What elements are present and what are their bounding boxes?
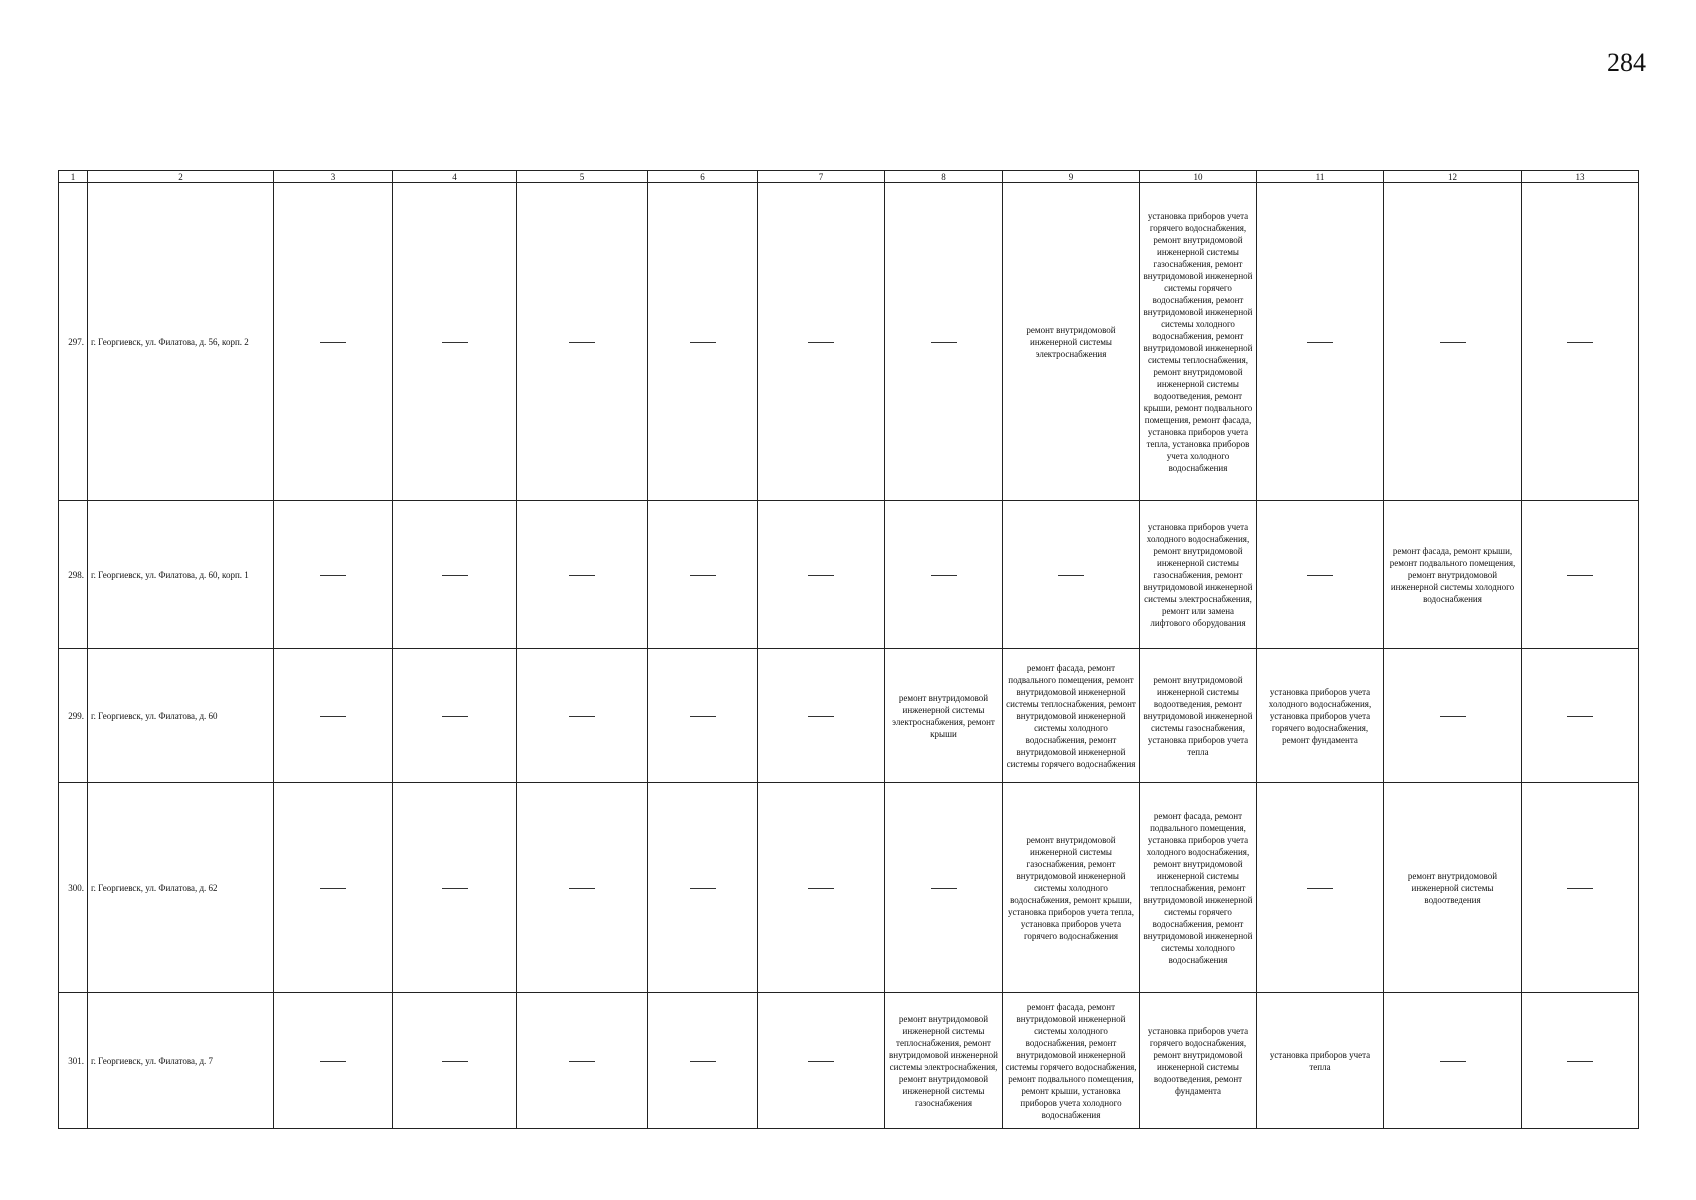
work-cell [393, 649, 517, 783]
work-cell: установка приборов учета горячего водоснабжения, ремонт внутридомовой инженерной системы водоотведения, ремонт фундамента [1140, 993, 1257, 1129]
work-cell [1522, 183, 1639, 501]
column-number: 1 [59, 171, 88, 183]
empty-dash [1307, 575, 1333, 576]
work-cell [1384, 993, 1522, 1129]
work-cell [758, 183, 885, 501]
work-cell [1384, 649, 1522, 783]
work-cell [517, 501, 648, 649]
empty-dash [442, 888, 468, 889]
work-cell: установка приборов учета горячего водоснабжения, ремонт внутридомовой инженерной системы газоснабжения, ремонт внутридомовой инженерной системы горячего водоснабжения, ремонт внутридомовой инженерной системы холодного водоснабжения, ремонт внутридомовой инженерной системы теплоснабжения, ремонт внутридомовой инженерной системы водоотведения, ремонт крыши, ремонт подвального помещения, ремонт фасада, установка приборов учета тепла, установка приборов учета холодного водоснабжения [1140, 183, 1257, 501]
work-cell [393, 993, 517, 1129]
work-cell [885, 501, 1003, 649]
work-cell [648, 993, 758, 1129]
address-cell: г. Георгиевск, ул. Филатова, д. 7 [88, 993, 274, 1129]
column-number: 8 [885, 171, 1003, 183]
empty-dash [320, 1061, 346, 1062]
work-cell [274, 183, 393, 501]
work-cell [1257, 183, 1384, 501]
empty-dash [320, 342, 346, 343]
empty-dash [1567, 1061, 1593, 1062]
work-cell: ремонт фасада, ремонт внутридомовой инженерной системы холодного водоснабжения, ремонт внутридомовой инженерной системы горячего водоснабжения, ремонт подвального помещения, ремонт крыши, установка приборов учета холодного водоснабжения [1003, 993, 1140, 1129]
empty-dash [320, 575, 346, 576]
work-cell [274, 993, 393, 1129]
column-number: 9 [1003, 171, 1140, 183]
work-cell [648, 783, 758, 993]
work-cell: ремонт внутридомовой инженерной системы теплоснабжения, ремонт внутридомовой инженерной системы электроснабжения, ремонт внутридомовой инженерной системы газоснабжения [885, 993, 1003, 1129]
work-cell [274, 783, 393, 993]
row-number: 299. [59, 649, 88, 783]
work-cell [1003, 501, 1140, 649]
column-number-row [59, 171, 1639, 183]
empty-dash [1307, 342, 1333, 343]
work-cell [885, 783, 1003, 993]
empty-dash [1567, 716, 1593, 717]
column-number: 5 [517, 171, 648, 183]
address-cell: г. Георгиевск, ул. Филатова, д. 60 [88, 649, 274, 783]
work-cell [274, 649, 393, 783]
empty-dash [1440, 716, 1466, 717]
empty-dash [442, 342, 468, 343]
work-cell [393, 783, 517, 993]
work-cell: установка приборов учета холодного водоснабжения, установка приборов учета горячего водоснабжения, ремонт фундамента [1257, 649, 1384, 783]
work-cell [648, 183, 758, 501]
empty-dash [1058, 575, 1084, 576]
work-cell [758, 501, 885, 649]
empty-dash [808, 575, 834, 576]
empty-dash [442, 1061, 468, 1062]
table-row [59, 993, 1639, 1129]
work-cell [517, 993, 648, 1129]
empty-dash [1567, 888, 1593, 889]
column-number: 6 [648, 171, 758, 183]
work-cell: ремонт фасада, ремонт подвального помещения, ремонт внутридомовой инженерной системы теплоснабжения, ремонт внутридомовой инженерной системы холодного водоснабжения, ремонт внутридомовой инженерной системы горячего водоснабжения [1003, 649, 1140, 783]
work-cell [274, 501, 393, 649]
column-number: 13 [1522, 171, 1639, 183]
work-cell [758, 649, 885, 783]
work-cell [393, 501, 517, 649]
empty-dash [569, 575, 595, 576]
work-cell: установка приборов учета тепла [1257, 993, 1384, 1129]
empty-dash [320, 716, 346, 717]
work-cell [1257, 783, 1384, 993]
table-row [59, 501, 1639, 649]
column-number: 10 [1140, 171, 1257, 183]
column-number: 12 [1384, 171, 1522, 183]
empty-dash [808, 888, 834, 889]
work-cell [1522, 783, 1639, 993]
empty-dash [320, 888, 346, 889]
row-number: 298. [59, 501, 88, 649]
address-cell: г. Георгиевск, ул. Филатова, д. 62 [88, 783, 274, 993]
empty-dash [690, 575, 716, 576]
work-cell: ремонт внутридомовой инженерной системы газоснабжения, ремонт внутридомовой инженерной системы холодного водоснабжения, ремонт крыши, установка приборов учета тепла, установка приборов учета горячего водоснабжения [1003, 783, 1140, 993]
table-row [59, 783, 1639, 993]
work-cell [517, 649, 648, 783]
work-cell [393, 183, 517, 501]
page-number: 284 [1607, 48, 1646, 77]
empty-dash [1567, 342, 1593, 343]
work-cell [885, 183, 1003, 501]
empty-dash [1440, 1061, 1466, 1062]
work-cell: установка приборов учета холодного водоснабжения, ремонт внутридомовой инженерной системы газоснабжения, ремонт внутридомовой инженерной системы электроснабжения, ремонт или замена лифтового оборудования [1140, 501, 1257, 649]
table-row [59, 649, 1639, 783]
row-number: 301. [59, 993, 88, 1129]
empty-dash [808, 342, 834, 343]
empty-dash [1440, 342, 1466, 343]
column-number: 7 [758, 171, 885, 183]
works-table [58, 170, 1639, 1129]
empty-dash [690, 1061, 716, 1062]
work-cell [1522, 993, 1639, 1129]
work-cell: ремонт внутридомовой инженерной системы водоотведения, ремонт внутридомовой инженерной системы газоснабжения, установка приборов учета тепла [1140, 649, 1257, 783]
column-number: 11 [1257, 171, 1384, 183]
empty-dash [690, 342, 716, 343]
work-cell: ремонт внутридомовой инженерной системы электроснабжения, ремонт крыши [885, 649, 1003, 783]
work-cell [1384, 183, 1522, 501]
work-cell: ремонт фасада, ремонт подвального помещения, установка приборов учета холодного водоснабжения, ремонт внутридомовой инженерной системы теплоснабжения, ремонт внутридомовой инженерной системы горячего водоснабжения, ремонт внутридомовой инженерной системы холодного водоснабжения [1140, 783, 1257, 993]
table-body [59, 171, 1639, 1129]
empty-dash [569, 342, 595, 343]
column-number: 4 [393, 171, 517, 183]
work-cell: ремонт внутридомовой инженерной системы электроснабжения [1003, 183, 1140, 501]
address-cell: г. Георгиевск, ул. Филатова, д. 56, корп. 2 [88, 183, 274, 501]
empty-dash [808, 716, 834, 717]
work-cell [758, 993, 885, 1129]
empty-dash [569, 1061, 595, 1062]
empty-dash [808, 1061, 834, 1062]
work-cell [758, 783, 885, 993]
empty-dash [442, 716, 468, 717]
address-cell: г. Георгиевск, ул. Филатова, д. 60, корп. 1 [88, 501, 274, 649]
empty-dash [1567, 575, 1593, 576]
work-cell [1522, 649, 1639, 783]
empty-dash [1307, 888, 1333, 889]
empty-dash [442, 575, 468, 576]
empty-dash [690, 888, 716, 889]
empty-dash [569, 888, 595, 889]
empty-dash [931, 888, 957, 889]
work-cell [517, 783, 648, 993]
empty-dash [931, 575, 957, 576]
empty-dash [690, 716, 716, 717]
row-number: 300. [59, 783, 88, 993]
work-cell [648, 649, 758, 783]
row-number: 297. [59, 183, 88, 501]
column-number: 3 [274, 171, 393, 183]
work-cell [648, 501, 758, 649]
work-cell [1257, 501, 1384, 649]
work-cell [517, 183, 648, 501]
empty-dash [569, 716, 595, 717]
work-cell: ремонт фасада, ремонт крыши, ремонт подвального помещения, ремонт внутридомовой инженерной системы холодного водоснабжения [1384, 501, 1522, 649]
column-number: 2 [88, 171, 274, 183]
table-row [59, 183, 1639, 501]
work-cell [1522, 501, 1639, 649]
empty-dash [931, 342, 957, 343]
work-cell: ремонт внутридомовой инженерной системы водоотведения [1384, 783, 1522, 993]
